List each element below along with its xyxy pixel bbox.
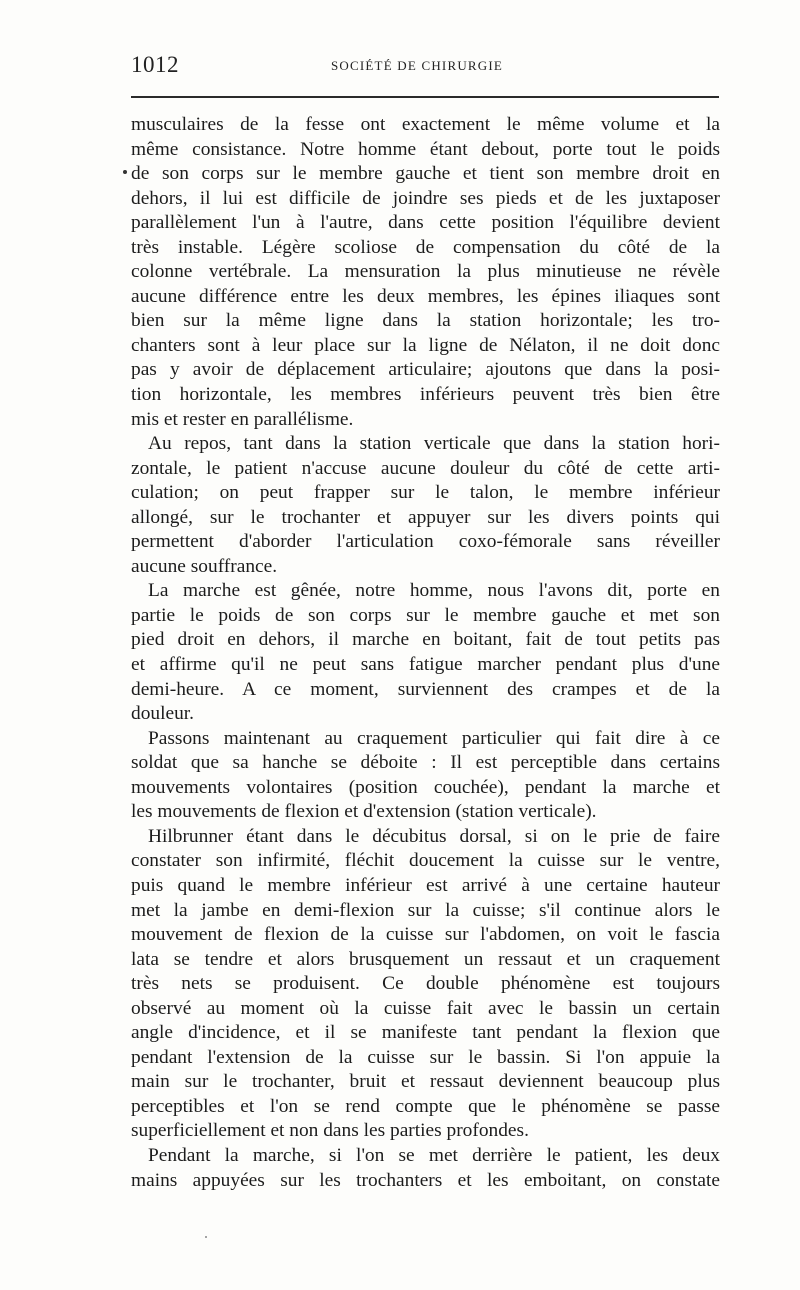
text-line: lata se tendre et alors brusquement un ressaut et un craquement	[131, 948, 720, 970]
text-line: les mouvements de flexion et d'extension (station verticale).	[131, 801, 597, 823]
running-head: SOCIÉTÉ DE CHIRURGIE	[331, 58, 504, 73]
text-line: mis et rester en parallélisme.	[131, 408, 354, 430]
text-line: mouvement de flexion de la cuisse sur l'abdomen, on voit le fascia	[131, 924, 720, 946]
page-header	[131, 52, 719, 82]
text-line: angle d'incidence, et il se manifeste tant pendant la flexion que	[131, 1022, 720, 1044]
text-line: aucune souffrance.	[131, 555, 278, 577]
paper-speck	[205, 1236, 207, 1238]
text-line: pas y avoir de déplacement articulaire; ajoutons que dans la posi-	[131, 359, 720, 381]
text-line: demi-heure. A ce moment, surviennent des crampes et de la	[131, 678, 720, 700]
text-line: partie le poids de son corps sur le membre gauche et met son	[131, 604, 720, 626]
text-line: superficiellement et non dans les parties profondes.	[131, 1120, 529, 1142]
text-line: mains appuyées sur les trochanters et les emboitant, on constate	[131, 1169, 720, 1191]
text-line: parallèlement l'un à l'autre, dans cette position l'équilibre devient	[131, 212, 720, 234]
text-line: constater son infirmité, fléchit doucement la cuisse sur le ventre,	[131, 850, 720, 872]
text-line: perceptibles et l'on se rend compte que le phénomène se passe	[131, 1095, 720, 1117]
body-text	[131, 113, 720, 1193]
text-line: Au repos, tant dans la station verticale que dans la station hori-	[148, 433, 720, 455]
text-line: chanters sont à leur place sur la ligne de Nélaton, il ne doit donc	[131, 334, 720, 356]
text-line: Passons maintenant au craquement particulier qui fait dire à ce	[148, 727, 720, 749]
text-line: zontale, le patient n'accuse aucune douleur du côté de cette arti-	[131, 457, 720, 479]
text-line: pendant l'extension de la cuisse sur le bassin. Si l'on appuie la	[131, 1046, 720, 1068]
header-rule	[131, 96, 719, 98]
text-line: très instable. Légère scoliose de compensation du côté de la	[131, 236, 720, 258]
text-line: aucune différence entre les deux membres, les épines iliaques sont	[131, 285, 720, 307]
text-line: main sur le trochanter, bruit et ressaut deviennent beaucoup plus	[131, 1071, 720, 1093]
text-line: dehors, il lui est difficile de joindre ses pieds et de les juxtaposer	[131, 187, 720, 209]
text-line: permettent d'aborder l'articulation coxo-fémorale sans réveiller	[131, 531, 720, 553]
text-line: pied droit en dehors, il marche en boitant, fait de tout petits pas	[131, 629, 720, 651]
text-line: tion horizontale, les membres inférieurs peuvent très bien être	[131, 384, 720, 406]
text-line: Hilbrunner étant dans le décubitus dorsal, si on le prie de faire	[148, 825, 720, 847]
text-line: mouvements volontaires (position couchée), pendant la marche et	[131, 776, 720, 798]
text-line: soldat que sa hanche se déboite : Il est perceptible dans certains	[131, 752, 720, 774]
text-line: puis quand le membre inférieur est arrivé à une certaine hauteur	[131, 874, 720, 896]
text-line: même consistance. Notre homme étant debout, porte tout le poids	[131, 138, 720, 160]
text-line: met la jambe en demi-flexion sur la cuisse; s'il continue alors le	[131, 899, 720, 921]
text-line: musculaires de la fesse ont exactement le même volume et la	[131, 114, 720, 135]
text-line: colonne vertébrale. La mensuration la plus minutieuse ne révèle	[131, 261, 720, 283]
margin-mark	[123, 170, 127, 174]
text-line: Pendant la marche, si l'on se met derrière le patient, les deux	[148, 1144, 720, 1166]
text-line: culation; on peut frapper sur le talon, le membre inférieur	[131, 482, 720, 504]
text-line: très nets se produisent. Ce double phénomène est toujours	[131, 973, 720, 995]
text-line: bien sur la même ligne dans la station horizontale; les tro-	[131, 310, 720, 332]
text-line: de son corps sur le membre gauche et tient son membre droit en	[131, 163, 720, 185]
text-line: La marche est gênée, notre homme, nous l'avons dit, porte en	[148, 580, 720, 602]
text-line: douleur.	[131, 703, 195, 725]
text-line: et affirme qu'il ne peut sans fatigue marcher pendant plus d'une	[131, 654, 720, 676]
text-line: allongé, sur le trochanter et appuyer sur les divers points qui	[131, 506, 720, 528]
page-number: 1012	[131, 52, 179, 77]
text-line: observé au moment où la cuisse fait avec le bassin un certain	[131, 997, 720, 1019]
